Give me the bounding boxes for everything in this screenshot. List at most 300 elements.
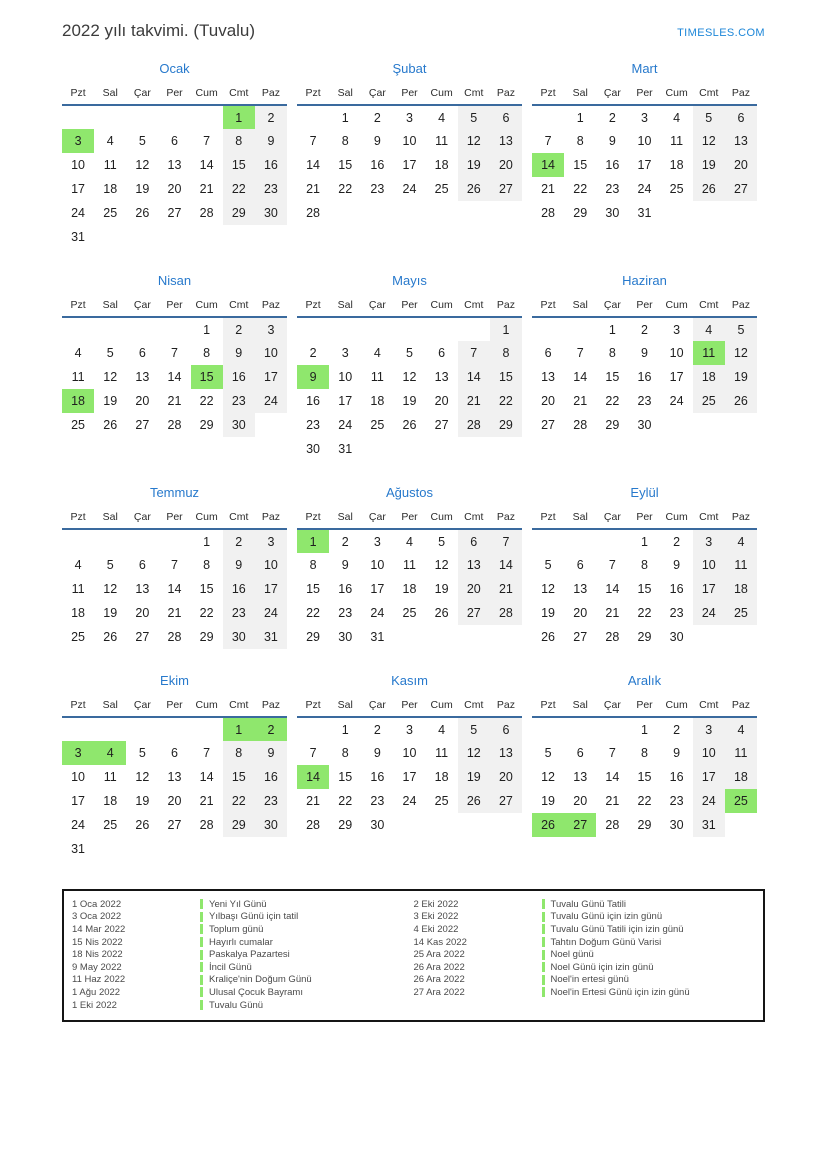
day-cell: 2	[309, 346, 317, 360]
day-cell: 22	[637, 794, 652, 808]
empty-cell	[94, 837, 126, 861]
weekday-header: Cmt	[223, 697, 255, 717]
day-cell: 12	[693, 129, 725, 153]
month-1	[62, 61, 287, 249]
day-cell: 20	[725, 153, 757, 177]
day-cell: 24	[71, 206, 86, 220]
day-cell: 8	[576, 134, 584, 148]
day-cell: 9	[373, 746, 381, 760]
day-cell: 4	[725, 717, 757, 741]
legend-holiday-name: Hayırlı cumalar	[200, 937, 273, 948]
day-cell: 24	[693, 789, 725, 813]
day-cell: 13	[573, 770, 588, 784]
empty-cell	[158, 317, 190, 341]
weekday-header: Paz	[725, 697, 757, 717]
weekday-header: Sal	[94, 697, 126, 717]
legend-row	[72, 936, 414, 949]
day-cell: 30	[255, 813, 287, 837]
weekday-header: Pzt	[62, 85, 94, 105]
month-title: Haziran	[622, 273, 667, 288]
day-cell: 22	[637, 606, 652, 620]
day-cell: 15	[573, 158, 588, 172]
day-cell: 29	[490, 413, 522, 437]
day-cell: 13	[490, 741, 522, 765]
day-cell: 7	[608, 746, 616, 760]
day-cell: 14	[199, 770, 214, 784]
day-cell: 26	[458, 177, 490, 201]
empty-cell	[126, 225, 158, 249]
day-cell: 10	[669, 346, 684, 360]
weekday-header: Pzt	[297, 85, 329, 105]
legend-row	[72, 986, 414, 999]
weekday-header: Çar	[361, 697, 393, 717]
day-cell: 20	[135, 606, 150, 620]
day-cell: 15	[490, 365, 522, 389]
legend-holiday-name: Yeni Yıl Günü	[200, 899, 267, 910]
empty-cell	[426, 437, 458, 461]
legend-date: 4 Eki 2022	[413, 923, 459, 935]
empty-cell	[661, 201, 693, 225]
weekday-header: Per	[393, 85, 425, 105]
day-cell: 21	[306, 794, 321, 808]
day-cell: 17	[255, 365, 287, 389]
empty-cell	[458, 813, 490, 837]
weekday-header: Cum	[191, 697, 223, 717]
day-cell: 13	[458, 553, 490, 577]
legend-date: 18 Nis 2022	[72, 949, 123, 961]
day-cell: 7	[203, 134, 211, 148]
day-cell: 26	[693, 177, 725, 201]
weekday-header: Paz	[725, 509, 757, 529]
legend-date: 14 Mar 2022	[72, 923, 126, 935]
month-2	[297, 61, 522, 225]
day-cell: 18	[434, 770, 449, 784]
holiday-marker-icon	[542, 987, 545, 997]
day-cell: 7	[309, 134, 317, 148]
day-cell: 7	[608, 558, 616, 572]
day-cell: 19	[402, 394, 417, 408]
holiday-marker-icon	[200, 987, 203, 997]
empty-cell	[426, 317, 458, 341]
day-cell: 2	[223, 317, 255, 341]
day-cell: 19	[541, 606, 556, 620]
day-cell: 6	[490, 105, 522, 129]
day-cell: 13	[135, 582, 150, 596]
empty-cell	[62, 717, 94, 741]
month-3	[532, 61, 757, 225]
empty-cell	[725, 413, 757, 437]
day-cell: 17	[402, 770, 417, 784]
day-cell: 27	[434, 418, 449, 432]
day-cell: 12	[135, 770, 150, 784]
day-cell: 25	[693, 389, 725, 413]
day-cell: 9	[673, 558, 681, 572]
weekday-header: Sal	[94, 509, 126, 529]
day-cell: 5	[106, 558, 114, 572]
weekday-header: Çar	[361, 85, 393, 105]
day-cell: 16	[338, 582, 353, 596]
day-cell: 27	[135, 418, 150, 432]
legend-holiday-name: Paskalya Pazartesi	[200, 949, 290, 960]
day-cell: 4	[106, 134, 114, 148]
legend-row	[414, 948, 756, 961]
day-cell: 14	[605, 770, 620, 784]
day-cell: 2	[255, 717, 287, 741]
day-cell: 12	[541, 582, 556, 596]
day-cell: 17	[255, 577, 287, 601]
page-title: 2022 yılı takvimi. (Tuvalu)	[62, 21, 256, 40]
weekday-header: Cum	[426, 297, 458, 317]
day-cell: 3	[406, 722, 413, 737]
day-cell: 19	[434, 582, 449, 596]
day-cell: 17	[71, 794, 86, 808]
empty-cell	[532, 317, 564, 341]
empty-cell	[223, 837, 255, 861]
legend-row	[72, 923, 414, 936]
day-cell: 5	[544, 558, 552, 572]
legend-holiday-name: Ulusal Çocuk Bayramı	[200, 987, 303, 998]
empty-cell	[361, 437, 393, 461]
weekday-header: Çar	[126, 697, 158, 717]
weekday-header: Paz	[490, 85, 522, 105]
day-cell: 21	[306, 182, 321, 196]
legend-date: 1 Ağu 2022	[72, 986, 121, 998]
day-cell: 11	[103, 158, 117, 172]
day-cell: 14	[532, 153, 564, 177]
day-cell: 15	[199, 582, 214, 596]
day-cell: 3	[693, 529, 725, 553]
day-cell: 13	[167, 770, 182, 784]
day-cell: 19	[103, 606, 118, 620]
day-cell: 16	[223, 577, 255, 601]
day-cell: 11	[71, 370, 85, 384]
legend-date: 3 Eki 2022	[413, 911, 459, 923]
empty-cell	[490, 437, 522, 461]
empty-cell	[393, 201, 425, 225]
legend-row	[414, 986, 756, 999]
day-cell: 20	[573, 794, 588, 808]
day-cell: 20	[167, 182, 182, 196]
day-cell: 30	[223, 413, 255, 437]
day-cell: 16	[669, 770, 684, 784]
day-cell: 12	[458, 741, 490, 765]
day-cell: 13	[725, 129, 757, 153]
day-cell: 7	[458, 341, 490, 365]
holiday-marker-icon	[200, 899, 203, 909]
day-cell: 16	[637, 370, 652, 384]
day-cell: 31	[71, 842, 86, 856]
page-header	[0, 0, 827, 41]
day-cell: 2	[373, 722, 381, 737]
legend-holiday-name: İncil Günü	[200, 962, 252, 973]
day-cell: 4	[74, 558, 82, 572]
day-cell: 23	[223, 389, 255, 413]
weekday-header: Pzt	[297, 697, 329, 717]
day-cell: 3	[693, 717, 725, 741]
month-11	[297, 673, 522, 837]
weekday-header: Per	[158, 297, 190, 317]
day-cell: 27	[490, 789, 522, 813]
weekday-header: Cum	[191, 85, 223, 105]
day-cell: 1	[576, 110, 584, 125]
day-cell: 27	[725, 177, 757, 201]
weekday-header: Paz	[490, 297, 522, 317]
day-cell: 26	[402, 418, 417, 432]
day-cell: 27	[573, 630, 588, 644]
day-cell: 5	[138, 134, 146, 148]
day-cell: 25	[434, 794, 449, 808]
day-cell: 31	[693, 813, 725, 837]
site-link[interactable]: TIMESLES.COM	[677, 27, 765, 39]
day-cell: 28	[605, 630, 620, 644]
day-cell: 23	[338, 606, 353, 620]
day-cell: 22	[573, 182, 588, 196]
day-cell: 27	[167, 818, 182, 832]
day-cell: 15	[191, 365, 223, 389]
month-title: Temmuz	[149, 485, 200, 500]
day-cell: 27	[564, 813, 596, 837]
holiday-marker-icon	[200, 950, 203, 960]
day-cell: 30	[338, 630, 353, 644]
day-cell: 2	[223, 529, 255, 553]
holiday-marker-icon	[542, 962, 545, 972]
day-cell: 22	[306, 606, 321, 620]
month-5	[297, 273, 522, 461]
empty-cell	[564, 317, 596, 341]
day-cell: 25	[669, 182, 684, 196]
day-cell: 23	[370, 794, 385, 808]
day-cell: 8	[608, 346, 616, 360]
day-cell: 8	[309, 558, 317, 572]
day-cell: 17	[71, 182, 86, 196]
empty-cell	[94, 529, 126, 553]
legend-date: 14 Kas 2022	[413, 936, 467, 948]
weekday-header: Per	[158, 85, 190, 105]
empty-cell	[393, 625, 425, 649]
day-cell: 2	[373, 110, 381, 125]
day-cell: 29	[199, 418, 214, 432]
day-cell: 24	[402, 182, 417, 196]
weekday-header: Sal	[329, 509, 361, 529]
empty-cell	[297, 105, 329, 129]
legend-holiday-name: Tuvalu Günü için izin günü	[542, 911, 663, 922]
empty-cell	[191, 717, 223, 741]
day-cell: 23	[605, 182, 620, 196]
day-cell: 27	[490, 177, 522, 201]
day-cell: 6	[725, 105, 757, 129]
empty-cell	[62, 317, 94, 341]
legend-row	[72, 999, 414, 1012]
day-cell: 21	[167, 394, 182, 408]
empty-cell	[94, 105, 126, 129]
day-cell: 16	[669, 582, 684, 596]
legend-date: 15 Nis 2022	[72, 936, 123, 948]
day-cell: 9	[673, 746, 681, 760]
day-cell: 24	[693, 601, 725, 625]
holiday-legend	[62, 889, 765, 1022]
legend-date: 25 Ara 2022	[413, 949, 465, 961]
day-cell: 28	[605, 818, 620, 832]
day-cell: 24	[669, 394, 684, 408]
day-cell: 18	[669, 158, 684, 172]
empty-cell	[223, 225, 255, 249]
day-cell: 18	[370, 394, 385, 408]
day-cell: 6	[171, 746, 178, 760]
day-cell: 29	[306, 630, 321, 644]
empty-cell	[297, 717, 329, 741]
day-cell: 1	[608, 322, 616, 337]
day-cell: 22	[338, 182, 353, 196]
day-cell: 9	[223, 553, 255, 577]
day-cell: 29	[637, 630, 652, 644]
empty-cell	[255, 413, 287, 437]
day-cell: 25	[103, 206, 118, 220]
day-cell: 30	[605, 206, 620, 220]
weekday-header: Sal	[564, 697, 596, 717]
day-cell: 15	[605, 370, 620, 384]
empty-cell	[532, 529, 564, 553]
day-cell: 17	[669, 370, 684, 384]
day-cell: 14	[458, 365, 490, 389]
day-cell: 23	[669, 606, 684, 620]
day-cell: 27	[167, 206, 182, 220]
weekday-header: Cmt	[223, 297, 255, 317]
weekday-header: Cmt	[223, 85, 255, 105]
day-cell: 13	[167, 158, 182, 172]
legend-holiday-name: Yılbaşı Günü için tatil	[200, 911, 298, 922]
day-cell: 6	[458, 529, 490, 553]
day-cell: 1	[203, 322, 211, 337]
day-cell: 20	[135, 394, 150, 408]
weekday-header: Paz	[255, 697, 287, 717]
day-cell: 23	[637, 394, 652, 408]
weekday-header: Çar	[361, 297, 393, 317]
empty-cell	[458, 625, 490, 649]
day-cell: 4	[74, 346, 82, 360]
day-cell: 10	[637, 134, 652, 148]
day-cell: 16	[370, 158, 385, 172]
day-cell: 14	[490, 553, 522, 577]
empty-cell	[126, 317, 158, 341]
day-cell: 10	[402, 746, 417, 760]
day-cell: 8	[490, 341, 522, 365]
month-title: Şubat	[392, 61, 427, 76]
empty-cell	[94, 317, 126, 341]
day-cell: 8	[203, 558, 211, 572]
weekday-header: Cum	[661, 297, 693, 317]
weekday-header: Cum	[426, 697, 458, 717]
day-cell: 7	[203, 746, 211, 760]
day-cell: 22	[223, 789, 255, 813]
day-cell: 23	[306, 418, 321, 432]
day-cell: 27	[135, 630, 150, 644]
holiday-marker-icon	[200, 975, 203, 985]
day-cell: 7	[309, 746, 317, 760]
day-cell: 3	[341, 346, 349, 360]
weekday-header: Pzt	[297, 509, 329, 529]
month-8	[297, 485, 522, 649]
day-cell: 18	[103, 182, 118, 196]
empty-cell	[126, 717, 158, 741]
month-title: Ocak	[159, 61, 190, 76]
day-cell: 1	[341, 110, 349, 125]
day-cell: 9	[255, 741, 287, 765]
weekday-header: Per	[158, 697, 190, 717]
day-cell: 25	[370, 418, 385, 432]
day-cell: 28	[167, 418, 182, 432]
day-cell: 4	[725, 529, 757, 553]
day-cell: 19	[693, 153, 725, 177]
weekday-header: Pzt	[297, 297, 329, 317]
day-cell: 28	[458, 413, 490, 437]
day-cell: 17	[693, 577, 725, 601]
day-cell: 28	[490, 601, 522, 625]
holiday-marker-icon	[542, 950, 545, 960]
weekday-header: Paz	[255, 297, 287, 317]
day-cell: 9	[297, 365, 329, 389]
holiday-marker-icon	[200, 924, 203, 934]
day-cell: 14	[199, 158, 214, 172]
holiday-marker-icon	[200, 937, 203, 947]
day-cell: 19	[135, 794, 150, 808]
day-cell: 21	[199, 794, 214, 808]
day-cell: 23	[255, 177, 287, 201]
legend-row	[414, 911, 756, 924]
day-cell: 11	[71, 582, 85, 596]
weekday-header: Per	[393, 297, 425, 317]
day-cell: 12	[103, 370, 118, 384]
legend-date: 1 Oca 2022	[72, 898, 122, 910]
day-cell: 22	[338, 794, 353, 808]
weekday-header: Çar	[126, 509, 158, 529]
day-cell: 20	[541, 394, 556, 408]
day-cell: 26	[725, 389, 757, 413]
legend-date: 1 Eki 2022	[72, 999, 117, 1011]
day-cell: 29	[338, 818, 353, 832]
day-cell: 8	[641, 558, 648, 572]
day-cell: 4	[406, 534, 413, 549]
month-title: Nisan	[157, 273, 192, 288]
day-cell: 4	[693, 317, 725, 341]
month-title: Mart	[631, 61, 658, 76]
month-12	[532, 673, 757, 837]
day-cell: 25	[71, 630, 86, 644]
day-cell: 15	[306, 582, 321, 596]
day-cell: 28	[199, 818, 214, 832]
day-cell: 30	[255, 201, 287, 225]
day-cell: 31	[71, 230, 86, 244]
weekday-header: Sal	[329, 85, 361, 105]
day-cell: 7	[576, 346, 584, 360]
day-cell: 3	[373, 534, 381, 549]
day-cell: 27	[458, 601, 490, 625]
day-cell: 31	[255, 625, 287, 649]
day-cell: 4	[373, 346, 381, 360]
day-cell: 28	[167, 630, 182, 644]
day-cell: 29	[637, 818, 652, 832]
day-cell: 19	[541, 794, 556, 808]
day-cell: 29	[199, 630, 214, 644]
day-cell: 11	[725, 553, 757, 577]
day-cell: 22	[490, 389, 522, 413]
weekday-header: Pzt	[532, 85, 564, 105]
day-cell: 29	[573, 206, 588, 220]
day-cell: 3	[62, 129, 94, 153]
weekday-header: Paz	[725, 297, 757, 317]
day-cell: 19	[725, 365, 757, 389]
day-cell: 21	[541, 182, 556, 196]
holiday-marker-icon	[542, 924, 545, 934]
